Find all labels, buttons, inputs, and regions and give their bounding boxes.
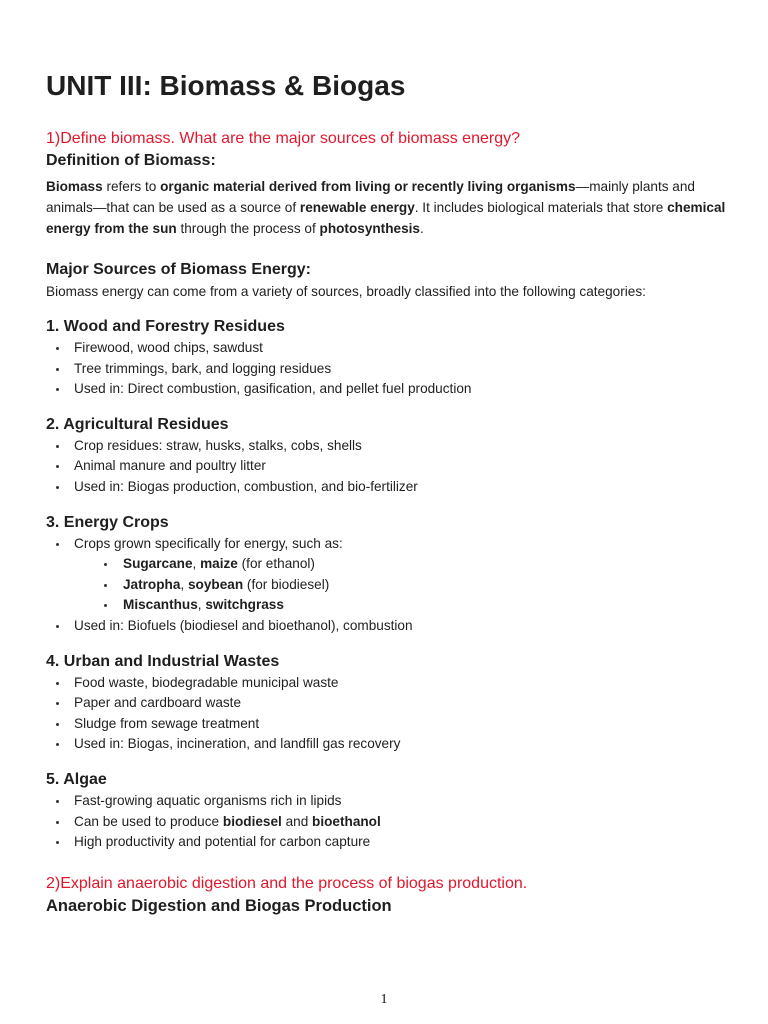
definition-paragraph: Biomass refers to organic material derived from living or recently living organisms—mainly plants and animals—that can be used as a source of renewable energy. It includes biological materials that store chemical energy from the sun through the process of photosynthesis. bbox=[46, 179, 726, 236]
section-waste-heading: 4. Urban and Industrial Wastes bbox=[46, 652, 280, 670]
section-waste-list bbox=[46, 673, 726, 755]
list-item: High productivity and potential for carbon capture bbox=[46, 832, 726, 853]
section-algae-list bbox=[46, 791, 726, 853]
list-item: Used in: Direct combustion, gasification, and pellet fuel production bbox=[46, 379, 726, 400]
list-item: Animal manure and poultry litter bbox=[46, 456, 726, 477]
sublist-item: Sugarcane, maize (for ethanol) bbox=[74, 554, 726, 575]
list-item: Used in: Biogas, incineration, and landfill gas recovery bbox=[46, 734, 726, 755]
list-item: Firewood, wood chips, sawdust bbox=[46, 338, 726, 359]
question-2: 2)Explain anaerobic digestion and the process of biogas production. bbox=[46, 874, 528, 892]
section-algae-heading: 5. Algae bbox=[46, 770, 107, 788]
list-item: Paper and cardboard waste bbox=[46, 693, 726, 714]
page-title: UNIT III: Biomass & Biogas bbox=[46, 70, 406, 101]
q2-heading: Anaerobic Digestion and Biogas Production bbox=[46, 896, 392, 915]
list-item: Food waste, biodegradable municipal waste bbox=[46, 673, 726, 694]
crops-sublist bbox=[74, 554, 726, 616]
section-wood-heading: 1. Wood and Forestry Residues bbox=[46, 318, 285, 335]
document-page bbox=[46, 66, 726, 917]
list-item: Fast-growing aquatic organisms rich in lipids bbox=[46, 791, 726, 812]
list-item: Used in: Biogas production, combustion, and bio-fertilizer bbox=[46, 477, 726, 498]
definition-heading: Definition of Biomass: bbox=[46, 152, 216, 169]
list-item: Tree trimmings, bark, and logging residues bbox=[46, 359, 726, 380]
list-item: Crop residues: straw, husks, stalks, cobs, shells bbox=[46, 436, 726, 457]
page-number: 1 bbox=[380, 992, 388, 1007]
section-agri-list bbox=[46, 436, 726, 498]
section-agri-heading: 2. Agricultural Residues bbox=[46, 415, 229, 433]
question-1: 1)Define biomass. What are the major sources of biomass energy? bbox=[46, 130, 520, 147]
section-crops-heading: 3. Energy Crops bbox=[46, 513, 169, 531]
list-item: Can be used to produce biodiesel and bioethanol bbox=[46, 812, 726, 833]
list-item: Sludge from sewage treatment bbox=[46, 714, 726, 735]
list-item: Crops grown specifically for energy, such as: Sugarcane, maize (for ethanol) Jatropha, soybean (for biodiesel) Miscanthus, switchgrass bbox=[46, 534, 726, 616]
section-wood-list bbox=[46, 338, 726, 400]
sources-heading: Major Sources of Biomass Energy: bbox=[46, 261, 311, 278]
sources-intro: Biomass energy can come from a variety of sources, broadly classified into the following categories: bbox=[46, 284, 646, 299]
sublist-item: Miscanthus, switchgrass bbox=[74, 595, 726, 616]
section-crops-list bbox=[46, 534, 726, 637]
sublist-item: Jatropha, soybean (for biodiesel) bbox=[74, 575, 726, 596]
list-item: Used in: Biofuels (biodiesel and bioethanol), combustion bbox=[46, 616, 726, 637]
